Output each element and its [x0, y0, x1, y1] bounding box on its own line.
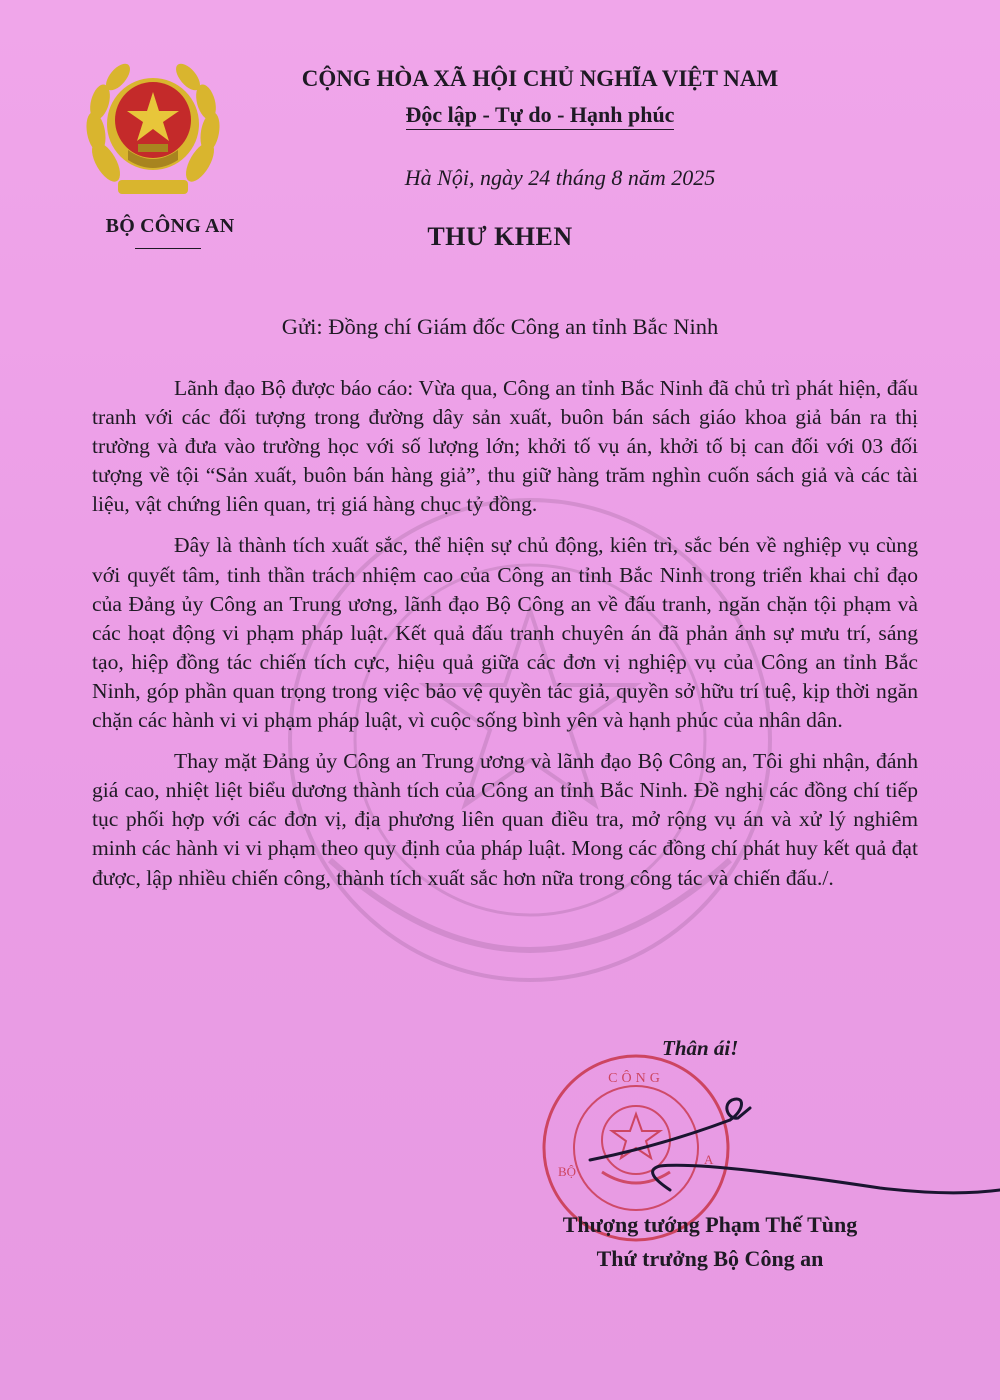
nation-heading: CỘNG HÒA XÃ HỘI CHỦ NGHĨA VIỆT NAM: [301, 66, 779, 91]
police-emblem-icon: [78, 52, 228, 202]
closing-greeting: Thân ái!: [662, 1036, 739, 1060]
recipient-line: Gửi: Đồng chí Giám đốc Công an tỉnh Bắc Ninh: [281, 314, 719, 339]
body-paragraph-1: Lãnh đạo Bộ được báo cáo: Vừa qua, Công an tỉnh Bắc Ninh đã chủ trì phát hiện, đấu tranh với các đối tượng trong đường dây sản xuất, buôn bán sách giáo khoa giả bán ra thị trường và đưa vào trường học với số lượng lớn; khởi tố vụ án, khởi tố bị can đối với 03 đối tượng về tội “Sản xuất, buôn bán hàng giả”, thu giữ hàng trăm nghìn cuốn sách giả và các tài liệu, vật chứng liên quan, trị giá hàng chục tỷ đồng.: [92, 376, 918, 517]
body-paragraph-2: Đây là thành tích xuất sắc, thể hiện sự chủ động, kiên trì, sắc bén về nghiệp vụ cùng với quyết tâm, tinh thần trách nhiệm cao của Công an tỉnh Bắc Ninh trong triển khai chỉ đạo của Đảng ủy Công an Trung ương, lãnh đạo Bộ Công an về đấu tranh, ngăn chặn tội phạm và các hoạt động vi phạm pháp luật. Kết quả đấu tranh chuyên án đã phản ánh sự mưu trí, sáng tạo, hiệp đồng tác chiến tích cực, hiệu quả giữa các đơn vị nghiệp vụ của Công an tỉnh Bắc Ninh, góp phần quan trọng trong việc bảo vệ quyền tác giả, quyền sở hữu trí tuệ, kịp thời ngăn chặn các hành vi vi phạm pháp luật, vì cuộc sống bình yên và hạnh phúc của nhân dân.: [92, 533, 918, 733]
issue-date: Hà Nội, ngày 24 tháng 8 năm 2025: [404, 165, 716, 190]
body-paragraph-3: Thay mặt Đảng ủy Công an Trung ương và lãnh đạo Bộ Công an, Tôi ghi nhận, đánh giá cao, nhiệt liệt biểu dương thành tích của Công an tỉnh Bắc Ninh. Đề nghị các đồng chí tiếp tục phối hợp với các đơn vị, địa phương liên quan điều tra, mở rộng vụ án và xử lý nghiêm minh các hành vi vi phạm theo quy định của pháp luật. Mong các đồng chí phát huy kết quả đạt được, lập nhiều chiến công, thành tích xuất sắc hơn nữa trong công tác và chiến đấu./.: [92, 749, 918, 890]
document-title: THƯ KHEN: [427, 222, 573, 251]
seal-right-text: A: [704, 1152, 714, 1167]
seal-top-text: CÔNG: [608, 1071, 664, 1086]
ministry-underline: [135, 248, 201, 249]
signer-rank-name: Thượng tướng Phạm Thế Tùng: [562, 1212, 858, 1237]
motto: [250, 102, 830, 128]
handwritten-signature: [560, 1090, 1000, 1230]
ministry-name: BỘ CÔNG AN: [105, 215, 235, 237]
motto-text: Độc lập - Tự do - Hạnh phúc: [406, 102, 675, 130]
signer-position: Thứ trưởng Bộ Công an: [596, 1246, 824, 1271]
letter-body: [92, 374, 918, 905]
seal-left-text: BỘ: [558, 1164, 577, 1179]
